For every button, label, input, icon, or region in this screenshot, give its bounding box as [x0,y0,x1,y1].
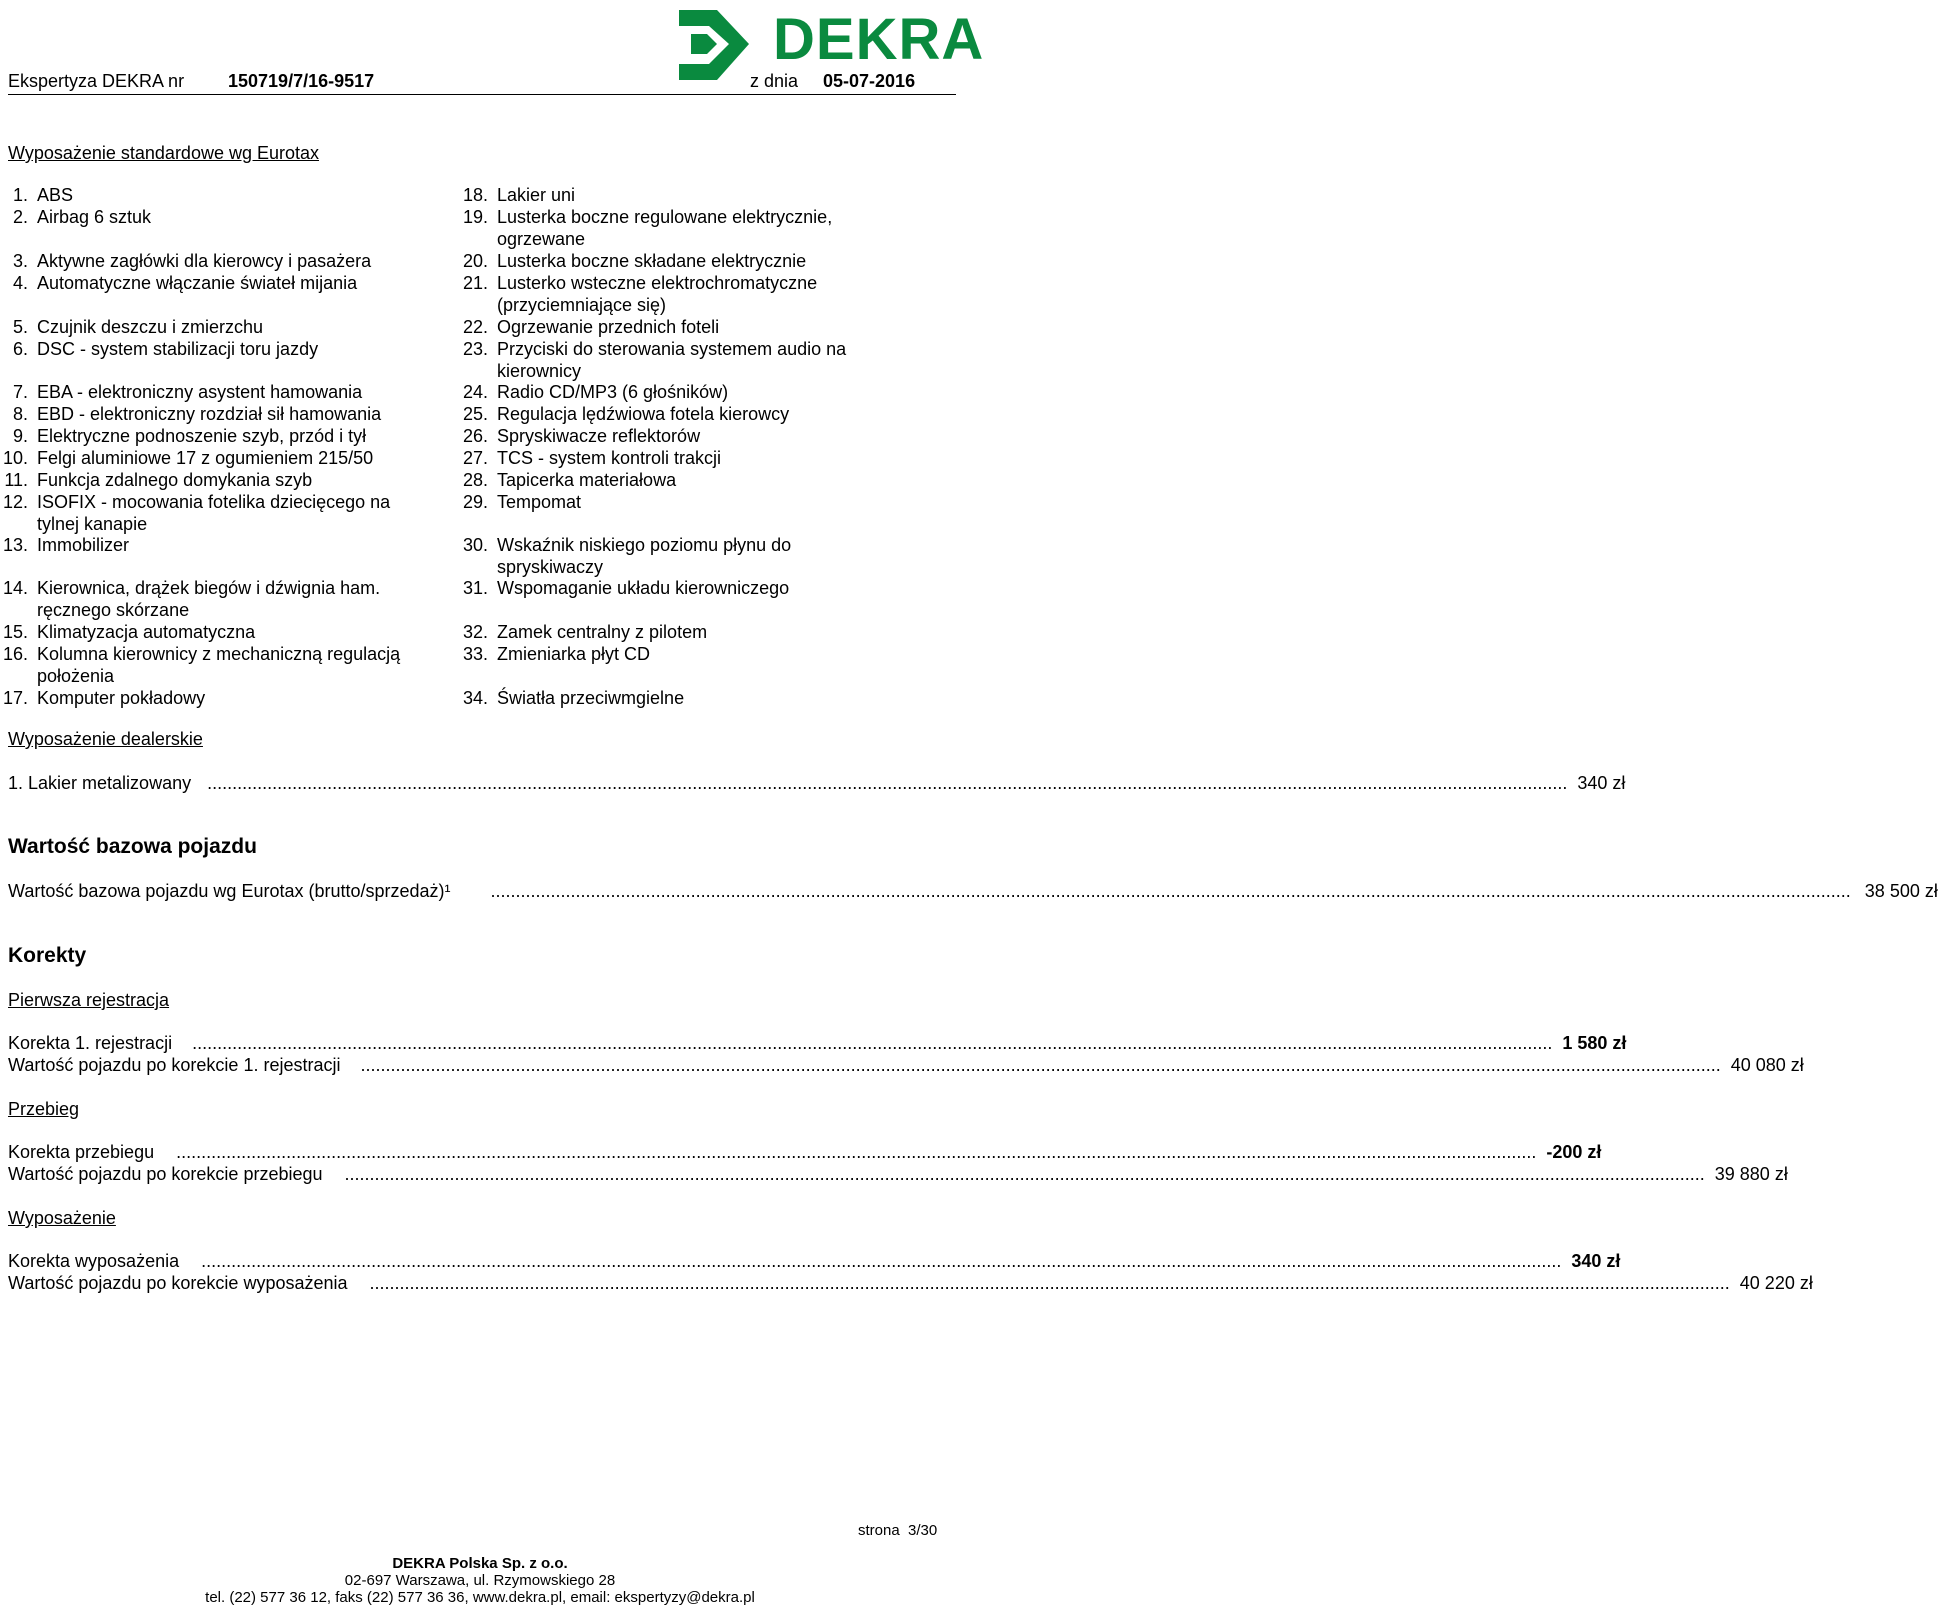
standard-equipment-right-list [460,184,900,714]
leader-dots [345,1163,1705,1185]
equipment-item-label: Ogrzewanie przednich foteli [497,317,720,337]
equipment-item-label: Klimatyzacja automatyczna [37,622,256,642]
equipment-item [0,338,437,360]
leader-dots [360,1054,1720,1076]
equipment-item [460,403,897,425]
equipment-item-label: Czujnik deszczu i zmierzchu [37,317,264,337]
dekra-logo-text: DEKRA [773,7,985,72]
equipment-item [460,577,897,599]
equipment-item-number: 34. [462,688,488,708]
equipment-item-label: Regulacja lędźwiowa fotela kierowcy [497,404,790,424]
first-registration-after-row [8,1054,1804,1076]
leader-dots [491,880,1851,902]
equipment-correction-value: 340 zł [1571,1251,1621,1271]
equipment-item [460,621,897,643]
equipment-item-number: 12. [2,492,28,512]
equipment-item-number: 3. [12,251,28,271]
mileage-correction-row [8,1141,1602,1163]
equipment-item [460,316,897,338]
first-registration-correction-label: Korekta 1. rejestracji [8,1033,173,1053]
first-registration-correction-value: 1 580 zł [1562,1033,1627,1053]
equipment-item-label: TCS - system kontroli trakcji [497,448,722,468]
equipment-item-label: Funkcja zdalnego domykania szyb [37,470,313,490]
equipment-item [0,491,437,535]
leader-dots [207,772,1567,794]
equipment-item-number: 17. [2,688,28,708]
equipment-item-label: Lusterka boczne składane elektrycznie [497,251,807,271]
equipment-item [460,491,897,513]
equipment-item-label: Immobilizer [37,535,130,555]
equipment-item-number: 24. [462,382,488,402]
equipment-item-label: Aktywne zagłówki dla kierowcy i pasażera [37,251,372,271]
equipment-item [460,184,897,206]
mileage-after-row [8,1163,1788,1185]
first-registration-correction-row [8,1032,1627,1054]
equipment-item-number: 20. [462,251,488,271]
equipment-item-label: Felgi aluminiowe 17 z ogumieniem 215/50 [37,448,374,468]
equipment-item-label: Lusterka boczne regulowane elektrycznie, ogrzewane [497,207,833,249]
equipment-item [460,687,897,709]
equipment-after-value: 40 220 zł [1739,1273,1813,1293]
base-value-row [8,880,1938,902]
equipment-item-number: 4. [12,273,28,293]
equipment-item-label: Światła przeciwmgielne [497,688,685,708]
equipment-item-label: Komputer pokładowy [37,688,206,708]
equipment-item [0,425,437,447]
equipment-item [0,687,437,709]
first-registration-after-label: Wartość pojazdu po korekcie 1. rejestracji [8,1055,341,1075]
equipment-item [0,447,437,469]
equipment-item-label: DSC - system stabilizacji toru jazdy [37,339,319,359]
equipment-item-number: 31. [462,578,488,598]
equipment-item-number: 23. [462,339,488,359]
mileage-after-value: 39 880 zł [1714,1164,1788,1184]
dealer-equipment-row [8,772,1626,794]
equipment-item [460,469,897,491]
equipment-item [0,272,437,294]
equipment-item [0,184,437,206]
date-value: 05-07-2016 [823,71,916,91]
equipment-item [460,338,897,382]
mileage-title: Przebieg [8,1099,80,1119]
equipment-item-number: 32. [462,622,488,642]
equipment-item-label: EBA - elektroniczny asystent hamowania [37,382,363,402]
equipment-item-label: Przyciski do sterowania systemem audio na kierownicy [497,339,847,381]
equipment-item-number: 27. [462,448,488,468]
base-value-amount: 38 500 zł [1864,881,1938,901]
footer-address: 02-697 Warszawa, ul. Rzymowskiego 28 [344,1572,616,1589]
equipment-item-label: Elektryczne podnoszenie szyb, przód i tył [37,426,367,446]
equipment-item-number: 16. [2,644,28,664]
equipment-item-number: 29. [462,492,488,512]
equipment-item-number: 15. [2,622,28,642]
equipment-item-label: Kierownica, drążek biegów i dźwignia ham. ręcznego skórzane [37,578,381,620]
mileage-correction-label: Korekta przebiegu [8,1142,155,1162]
equipment-item [0,577,437,621]
equipment-item-number: 8. [12,404,28,424]
equipment-item [0,469,437,491]
equipment-item-number: 18. [462,185,488,205]
first-registration-title: Pierwsza rejestracja [8,990,170,1010]
header-divider [8,94,956,95]
equipment-item-label: Automatyczne włączanie świateł mijania [37,273,358,293]
equipment-item [460,447,897,469]
equipment-item-number: 21. [462,273,488,293]
equipment-item-label: Wspomaganie układu kierowniczego [497,578,790,598]
dekra-logo-icon [677,8,757,84]
equipment-item-label: Tapicerka materiałowa [497,470,677,490]
equipment-item-number: 9. [12,426,28,446]
leader-dots [370,1272,1730,1294]
equipment-item-number: 10. [2,448,28,468]
mileage-correction-value: -200 zł [1546,1142,1602,1162]
equipment-item-label: Kolumna kierownicy z mechaniczną regulacją położenia [37,644,401,686]
equipment-after-row [8,1272,1813,1294]
equipment-item-number: 11. [4,470,28,490]
equipment-item [460,534,897,578]
first-registration-after-value: 40 080 zł [1730,1055,1804,1075]
equipment-item-number: 33. [462,644,488,664]
equipment-item-label: Zmieniarka płyt CD [497,644,651,664]
equipment-item-label: Airbag 6 sztuk [37,207,152,227]
equipment-item-label: Radio CD/MP3 (6 głośników) [497,382,729,402]
equipment-item [0,403,437,425]
equipment-item-label: ABS [37,185,74,205]
equipment-item-label: Lakier uni [497,185,576,205]
equipment-item [460,272,897,316]
dealer-equipment-title: Wyposażenie dealerskie [8,729,203,749]
equipment-item [460,250,897,272]
equipment-item-label: Tempomat [497,492,582,512]
equipment-item-number: 7. [12,382,28,402]
equipment-correction-label: Korekta wyposażenia [8,1251,180,1271]
base-value-title: Wartość bazowa pojazdu [8,835,257,858]
equipment-item [0,250,437,272]
dekra-logo [697,4,985,84]
equipment-item [460,206,897,250]
equipment-correction-row [8,1250,1621,1272]
equipment-item-number: 2. [12,207,28,227]
doc-label: Ekspertyza DEKRA nr [8,71,185,91]
equipment-item-number: 30. [462,535,488,555]
equipment-item-label: EBD - elektroniczny rozdział sił hamowania [37,404,382,424]
footer [0,1555,960,1606]
mileage-after-label: Wartość pojazdu po korekcie przebiegu [8,1164,323,1184]
leader-dots [176,1141,1536,1163]
equipment-item-number: 1. [12,185,28,205]
equipment-item-number: 6. [12,339,28,359]
equipment-item [0,206,437,228]
leader-dots [192,1032,1552,1054]
equipment-item-number: 22. [462,317,488,337]
footer-company: DEKRA Polska Sp. z o.o. [392,1555,568,1572]
equipment-item-number: 19. [462,207,488,227]
leader-dots [201,1250,1561,1272]
equipment-item-label: Lusterko wsteczne elektrochromatyczne (przyciemniające się) [497,273,818,315]
doc-number: 150719/7/16-9517 [228,71,375,91]
standard-equipment-left-list [0,184,440,714]
equipment-item [0,381,437,403]
equipment-item-label: Spryskiwacze reflektorów [497,426,701,446]
base-value-label: Wartość bazowa pojazdu wg Eurotax (brutto/sprzedaż)¹ [8,881,451,901]
date-label: z dnia [750,71,799,91]
equipment-item-number: 13. [2,535,28,555]
equipment-item-label: ISOFIX - mocowania fotelika dziecięcego na tylnej kanapie [37,492,391,534]
equipment-item-number: 26. [462,426,488,446]
equipment-item [0,621,437,643]
equipment-item [460,425,897,447]
footer-contact: tel. (22) 577 36 12, faks (22) 577 36 36, www.dekra.pl, email: ekspertyzy@dekra.pl [205,1589,755,1606]
equipment-item [0,534,437,556]
page-number [858,1522,937,1539]
page-value: 3/30 [908,1522,938,1539]
equipment-item-number: 14. [2,578,28,598]
equipment-item [460,381,897,403]
equipment-item-label: Zamek centralny z pilotem [497,622,708,642]
page-label: strona [858,1522,900,1539]
equipment-item [460,643,897,665]
dealer-item-label: 1. Lakier metalizowany [8,773,192,793]
equipment-item-label: Wskaźnik niskiego poziomu płynu do spryskiwaczy [497,535,792,577]
corrections-title: Korekty [8,944,87,967]
standard-equipment-title: Wyposażenie standardowe wg Eurotax [8,143,320,163]
equipment-item-number: 25. [462,404,488,424]
equipment-after-label: Wartość pojazdu po korekcie wyposażenia [8,1273,348,1293]
equipment-item [0,643,437,687]
equipment-item-number: 5. [12,317,28,337]
equipment-item [0,316,437,338]
equipment-item-number: 28. [462,470,488,490]
dealer-item-value: 340 zł [1577,773,1626,793]
equipment-title: Wyposażenie [8,1208,116,1228]
